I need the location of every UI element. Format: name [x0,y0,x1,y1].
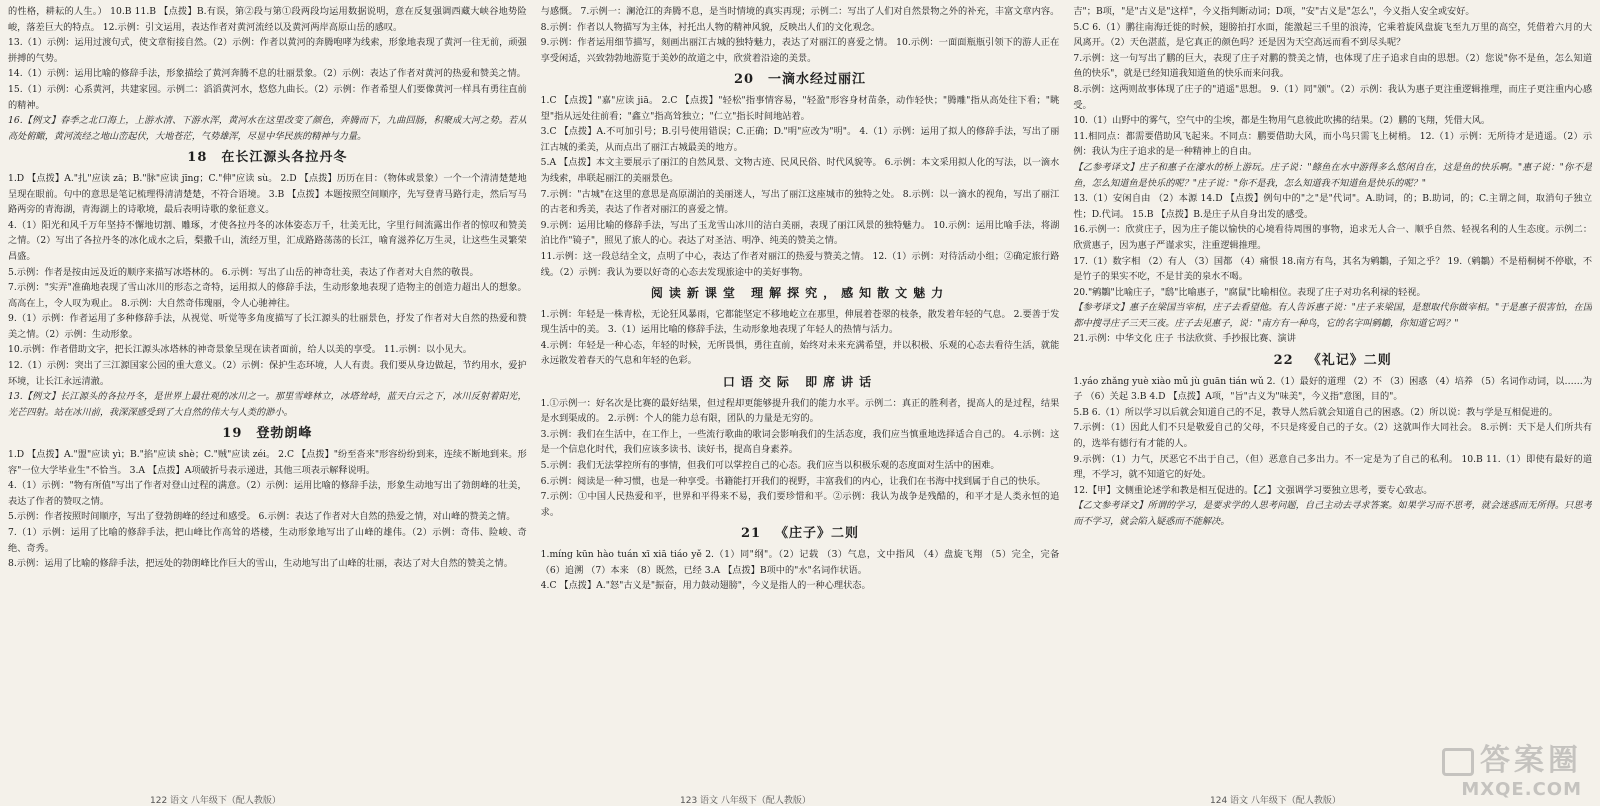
paragraph: 的性格，耕耘的人生。） 10.B 11.B 【点拨】B.有误，第②段与第①段两段均运用数据说明，意在反复强调西藏大峡谷地势险峻，落差巨大的特点。 12.示例：引文运用，表达作者对黄河流经以及黄河两岸高原山岳的感叹。 [8,6,527,33]
paragraph: 5.B 6.（1）所以学习以后就会知道自己的不足，教导人然后就会知道自己的困惑。（2）所以说：教与学是互相促进的。 [1073,406,1558,418]
paragraph: 16.示例一：欣赏庄子，因为庄子能以愉快的心境看待周围的事物，追求无人合一、顺乎自然、轻视名利的人生态度。示例二：欣赏惠子，因为惠子严谨求实，注重逻辑推理。 [1073,224,1593,251]
paragraph: 5.示例：作者按照时间顺序，写出了登勃朗峰的经过和感受。 6.示例：表达了作者对大自然的热爱之情，对山峰的赞美之情。 [8,511,516,523]
paragraph: 7.示例："实弄"准确地表现了雪山冰川的形态之奇特，运用拟人的修辞手法，生动形象地表现了造物主的创造力超出人的想象。高高在上，令人叹为观止。 8.示例：大自然奇伟瑰丽，令人心驰神往。 [8,282,527,309]
paragraph: 11.相同点：都需要借助风飞起来。不同点：鹏要借助大风，而小鸟只需飞上树梢。 12.（1）示例：无所待才是逍遥。（2）示例：我认为庄子追求的是一种精神上的自由。 [1073,130,1593,158]
page-footer-left: 122 语文 八年级下（配人教版） [150,796,281,806]
paragraph: 9.（1）示例：作者运用了多种修辞手法，从视觉、听觉等多角度描写了长江源头的壮丽景色，抒发了作者对大自然的热爱和赞美之情。（2）示例：生动形象。 [8,313,527,340]
paragraph: 1.①示例一：好名次是比赛的最好结果，但过程却更能够提升我们的能力水平。示例二：真正的胜利者，提高人的是过程，结果是水到渠成的。 2.示例：个人的能力总有限，团队的力量是无穷的。 [540,397,1060,425]
paragraph: 1.示例：年轻是一株青松，无论狂风暴雨，它都能坚定不移地屹立在那里，伸展着苍翠的枝条，散发着年轻的气息。 2.要善于发现生活中的美。 3.（1）运用比喻的修辞手法，生动形象地表现了年轻人的热情与活力。 [540,308,1060,336]
page-footer-middle: 123 语文 八年级下（配人教版） [680,796,811,806]
watermark-title: 答案圈 [1442,735,1582,779]
section-heading-18 [8,150,527,166]
paragraph: 7.示例："古城"在这里的意思是高原湖泊的美丽迷人，写出了丽江这座城市的独特之处。 8.示例：以一滴水的视角，写出了丽江的古老和秀美，表达了作者对丽江的喜爱之情。 [540,188,1060,216]
paragraph: 13.（1）示例：运用过渡句式，使文章衔接自然。（2）示例：作者以黄河的奔腾咆哮为线索，形象地表现了黄河一往无前，顽强拼搏的气势。 [8,37,527,64]
watermark-logo-icon [1442,748,1474,776]
section-number: 19 [222,426,243,442]
column-right [1073,4,1592,802]
paragraph: 10.示例：作者借助文字，把长江源头冰塔林的神奇景象呈现在读者面前，给人以美的享受。 11.示例：以小见大。 [8,344,472,356]
paragraph: 7.示例：（1）因此人们不只是敬爱自己的父母，不只是疼爱自己的子女。（2）这就叫作大同社会。 8.示例：天下是人们所共有的，选举有德行有才能的人。 [1073,422,1593,450]
paragraph: 20."鹓鶵"比喻庄子，"鸱"比喻惠子，"腐鼠"比喻相位。表现了庄子对功名利禄的轻视。 [1073,286,1426,298]
paragraph: 9.示例：作者运用细节描写，刻画出丽江古城的独特魅力，表达了对丽江的喜爱之情。 10.示例：一面面瓶瓶引领下的游人正在享受闲适，兴致勃勃地游览于美妙的故道之中，欣赏着沿途的美景。 [540,37,1060,64]
column-middle [541,4,1060,802]
paragraph: 5.A 【点拨】本文主要展示了丽江的自然风景、文物古迹、民风民俗、时代风貌等。 6.示例：本文采用拟人化的写法，以一滴水为线索，串联起丽江的美丽景色。 [540,157,1060,184]
section-heading-20 [541,72,1060,88]
section-title: 一滴水经过丽江 [768,72,867,88]
paragraph: 10.（1）山野中的雾气，空气中的尘埃，都是生物用气息彼此吹拂的结果。（2）鹏的飞翔，凭借大风。 [1073,115,1491,127]
section-title: 登勃朗峰 [256,426,313,442]
paragraph: 17.（1）数字相 （2）有人 （3）国都 （4）痛恨 18.南方有鸟，其名为鹓鶵，子知之乎？ 19.（鹓鶵）不是梧桐树不停歇，不是竹子的果实不吃，不是甘美的泉水不喝。 [1073,255,1593,283]
section-number: 20 [733,72,755,88]
paragraph-translation: 【参考译文】惠子在梁国当宰相，庄子去看望他。有人告诉惠子说："庄子来梁国，是想取代你做宰相。"于是惠子很害怕，在国都中搜寻庄子三天三夜。庄子去见惠子，说："南方有一种鸟，它的名字叫鹓鶵，你知道它吗？" [1073,302,1593,329]
section-heading-19 [8,426,527,442]
paragraph: 3.C 【点拨】A.不可加引号；B.引号使用错误；C.正确；D."明"应改为"明"。 4.（1）示例：运用了拟人的修辞手法，写出了丽江古城的柔美，从而点出了丽江古城最美的地方。 [540,126,1060,153]
paragraph: 7.示例：这一句写出了鹏的巨大，表现了庄子对鹏的赞美之情，也体现了庄子追求自由的思想。（2）您说"你不是鱼，怎么知道鱼的快乐"，就是已经知道我知道鱼的快乐而来问我。 [1073,52,1593,80]
section-number: 21 [740,526,762,542]
paragraph: 1.míng kūn hào tuán xī xiā tiáo yě 2.（1）同"纲"。（2）记载 （3）气息，文中指风 （4）盘旋飞翔 （5）完全，完备 （6）追溯 （7）本来 （8）既然，已经 3.A 【点拨】B项中的"水"名词作状语。 [540,549,1060,576]
paragraph: 4.（1）示例："物有所值"写出了作者对登山过程的满意。（2）示例：运用比喻的修辞手法，形象生动地写出了勃朗峰的壮美，表达了作者的赞叹之情。 [8,480,527,507]
paragraph: 3.示例：我们在生活中，在工作上，一些流行歌曲的歌词会影响我们的生活态度，我们应当慎重地选择适合自己的。 4.示例：这是一个信息化时代，我们应该多读书、读好书，提高自身素养。 [540,428,1060,456]
paragraph-translation: 【乙文参考译文】所谓的学习，是要求学的人思考问题，自己主动去寻求答案。如果学习而不思考，就会迷惑而无所得。只思考而不学习，就会陷入疑惑而不能解决。 [1073,500,1593,527]
column-left [8,4,527,802]
section-heading-21 [541,526,1060,542]
paragraph: 7.（1）示例：运用了比喻的修辞手法，把山峰比作高耸的塔楼，生动形象地写出了山峰的雄伟。（2）示例：奇伟、险峻、奇绝、奇秀。 [8,527,527,554]
paragraph: 5.示例：我们无法掌控所有的事情，但我们可以掌控自己的心态。我们应当以积极乐观的态度面对生活中的困难。 [540,460,1000,472]
paragraph-example-essay: 13.【例文】长江源头的各拉丹冬，是世界上最壮观的冰川之一。那里雪峰林立，冰塔耸峙，蓝天白云之下，冰川反射着阳光，光芒四射。站在冰川前，我深深感受到了大自然的伟大与人类的渺小。 [8,391,527,418]
paragraph: 8.示例：运用了比喻的修辞手法，把远处的勃朗峰比作巨大的雪山，生动地写出了山峰的壮丽，表达了对大自然的赞美之情。 [8,558,513,570]
paragraph: 9.示例：（1）力气，厌恶它不出于自己，（但）恶意自己多出力。不一定是为了自己的私利。 10.B 11.（1）即使有最好的道理，不学习，就不知道它的好处。 [1073,453,1593,481]
watermark-url: MXQE.COM [1461,779,1582,800]
paragraph: 1.D 【点拨】A."扎"应读 zā；B."脉"应读 jīng；C."伸"应读 sù。 2.D 【点拨】历历在目：（物体或景象）一个一个清清楚楚地呈现在眼前。句中的意思是笔记梳理得清清楚楚，不符合语境。 3.B 【点拨】本题按照空间顺序，先写登青马路行走，然后写马路两旁的青海湖，青海湖上的诗歌境，最后表明诗歌的象征意义。 [8,172,527,216]
section-number: 18 [187,150,208,166]
paragraph-translation: 【乙参考译文】庄子和惠子在濠水的桥上游玩。庄子说："鲦鱼在水中游得多么悠闲自在，这是鱼的快乐啊。"惠子说："你不是鱼，怎么知道鱼是快乐的呢？"庄子说："你不是我，怎么知道我不知道鱼是快乐的呢？" [1073,161,1593,189]
paragraph: 8.示例：这两则故事体现了庄子的"逍遥"思想。 9.（1）同"颁"。（2）示例：我认为惠子更注重逻辑推理，而庄子更注重内心感受。 [1073,83,1593,111]
paragraph: 1.C 【点拨】"嘉"应读 jiā。 2.C 【点拨】"轻松"指事情容易，"轻盈"形容身材苗条，动作轻快；"腾雕"指从高处往下看；"眺望"指从远处往前看；"鑫立"指高耸独立；"仁立"指长时间地站着。 [540,94,1060,122]
subsection-heading-reading: 阅读新课堂 理解探究，感知散文魅力 [650,286,950,301]
section-title: 《庄子》二则 [775,526,860,542]
paragraph: 9.示例：运用比喻的修辞手法，写出了玉龙雪山冰川的洁白美丽，表现了丽江风景的独特魅力。 10.示例：运用比喻手法，将湖泊比作"镜子"，照见了旅人的心。表达了对圣洁、明净、纯美的赞美之情。 [540,219,1060,247]
paragraph: 7.示例：①中国人民热爱和平，世界和平得来不易，我们要珍惜和平。②示例：我认为战争是残酷的，和平才是人类永恒的追求。 [540,491,1060,518]
watermark [1442,735,1582,800]
section-title: 《礼记》二则 [1307,353,1392,369]
paragraph: 4.C 【点拨】A."怒"古义是"振奋，用力鼓动翅膀"，今义是指人的一种心理状态。 [540,580,871,592]
paragraph: 12.（1）示例：突出了三江源国家公园的重大意义。（2）示例：保护生态环境，人人有责。我们要从身边做起，节约用水，爱护环境，让长江永远清澈。 [8,360,527,387]
paragraph: 6.示例：阅读是一种习惯，也是一种享受。书籍能打开我们的视野，丰富我们的内心，让我们在书海中找到属于自己的快乐。 [540,475,1046,487]
section-heading-22 [1073,353,1592,369]
section-number: 22 [1273,353,1294,369]
paragraph: 21.示例：中华文化 庄子 书法欣赏、手抄报比赛、演讲 [1073,333,1296,345]
page-footer-right: 124 语文 八年级下（配人教版） [1210,796,1341,806]
paragraph: 13.（1）安闲自由 （2）本源 14.D 【点拨】例句中的"之"是"代词"。A.助词，的；B.助词，的；C.主谓之间，取消句子独立性；D.代词。 15.B 【点拨】B.是庄子从自身出发的感受。 [1073,193,1593,220]
paragraph: 14.（1）示例：运用比喻的修辞手法，形象描绘了黄河奔腾不息的壮丽景象。（2）示例：表达了作者对黄河的热爱和赞美之情。 [8,68,526,80]
paragraph: 4.（1）阳光和风千万年坚持不懈地切割、雕琢，才使各拉丹冬的冰体姿态万千，壮美无比，字里行间流露出作者的惊叹和赞美之情。（2）写出了各拉丹冬的冰化成水之后，梨撒千山，流经万里，汇成路路荡荡的长江，喻育滋养亿万生灵，让这些生灵繁荣昌盛。 [8,219,527,262]
paragraph: 5.C 6.（1）鹏往南海迁徙的时候，翅膀拍打水面，能激起三千里的浪涛，它乘着旋风盘旋飞至九万里的高空，凭借着六月的大风离开。（2）天色湛蓝，是它真正的颜色吗？还是因为天空高远而看不到尽头呢？ [1073,21,1593,49]
paragraph: 11.示例：这一段总结全文，点明了中心，表达了作者对丽江的热爱与赞美之情。 12.（1）示例：对待活动小组；②确定旅行路线。（2）示例：我认为要以好奇的心态去发现旅途中的美好事物。 [540,250,1060,278]
section-title: 在长江源头各拉丹冬 [221,150,348,166]
paragraph: 12.【甲】文侧重论述学和教是相互促进的。【乙】文强调学习要独立思考，要专心致志。 [1073,484,1433,496]
paragraph: 吉"；B项，"是"古义是"这样"，今义指判断动词；D项，"安"古义是"怎么"，今义指人安全或安好。 [1073,6,1475,17]
paragraph: 与感慨。 7.示例一：澜沧江的奔腾不息，是当时情境的真实再现；示例二：写出了人们对自然景物之外的补充，丰富文章内容。 8.示例：作者以人物描写为主体，衬托出人物的精神风貌，反映出人们的文化观念。 [540,6,1060,33]
paragraph: 15.（1）示例：心系黄河，共建家园。示例二：滔滔黄河水，悠悠九曲长。（2）示例：作者希望人们要像黄河一样具有勇往直前的精神。 [8,83,527,111]
paragraph: 4.示例：年轻是一种心态，年轻的时候，无所畏惧，勇往直前，始终对未来充满希望，并以积极、乐观的心态去看待生活，就能永远散发着春天的气息和年轻的色彩。 [540,339,1060,367]
paragraph: 1.D 【点拨】A."盟"应读 yì；B."掐"应读 shè；C."贼"应读 zéi。 2.C 【点拨】"纷至沓来"形容纷纷到来，连续不断地到来。形容"一位大学毕业生"不恰当。 3.A 【点拨】A项破折号表示递进，其他三项表示解释说明。 [8,449,527,476]
paragraph: 5.示例：作者是按由远及近的顺序来描写冰塔林的。 6.示例：写出了山岳的神奇壮美，表达了作者对大自然的敬畏。 [8,266,479,278]
paragraph-example-essay: 16.【例文】春季之北口海上，上游水清、下游水浑，黄河水在这里改变了颜色，奔腾而下，九曲回肠，积聚成大河之势。若从高处俯瞰，黄河流经之地山峦起伏，大地苍茫，气势雄浑，尽显中华民族的精神与力量。 [8,115,527,142]
paragraph: 1.yáo zhǎng yuè xiào mǔ jù guān tián wǔ 2.（1）最好的道理 （2）不 （3）困惑 （4）培养 （5）名词作动词，以……为子 （6）关起 3.B 4.D 【点拨】A项，"旨"古义为"味美"，今义指"意图，目的"。 [1073,375,1593,403]
subsection-heading-speaking: 口语交际 即席讲话 [722,375,878,390]
